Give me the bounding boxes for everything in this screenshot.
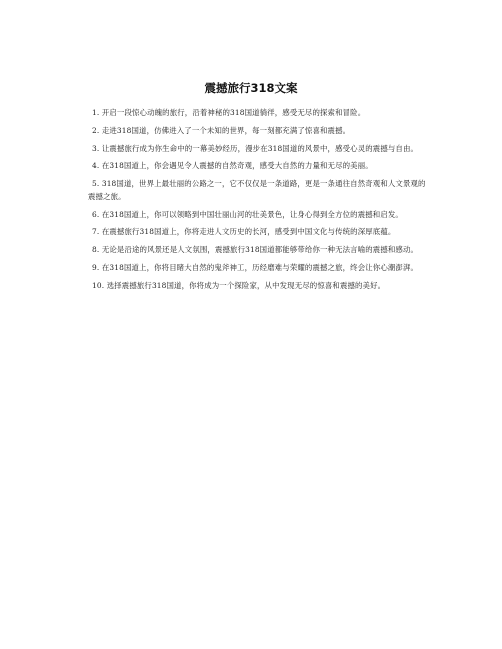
list-item: 10. 选择震撼旅行318国道，你将成为一个探险家，从中发现无尽的惊喜和震撼的美好。 — [92, 280, 386, 290]
list-item: 5. 318国道，世界上最壮丽的公路之一，它不仅仅是一条道路，更是一条通往自然奇观和人文景观的震撼之旅。 — [88, 179, 426, 201]
document-title: 震撼旅行318文案 — [204, 81, 298, 95]
list-item: 1. 开启一段惊心动魄的旅行，沿着神秘的318国道徜徉，感受无尽的探索和冒险。 — [92, 108, 366, 117]
list-item: 2. 走进318国道，仿佛进入了一个未知的世界，每一刻都充满了惊喜和震撼。 — [92, 125, 351, 135]
list-item: 4. 在318国道上，你会遇见令人震撼的自然奇观，感受大自然的力量和无尽的美丽。 — [92, 161, 373, 171]
numbered-paragraph-list — [88, 107, 430, 297]
list-item: 7. 在震撼旅行318国道上，你将走进人文历史的长河，感受到中国文化与传统的深厚底蕴。 — [92, 227, 396, 237]
list-item: 3. 让震撼旅行成为你生命中的一幕美妙经历，漫步在318国道的风景中，感受心灵的震撼与自由。 — [92, 143, 419, 153]
list-item: 9. 在318国道上，你将目睹大自然的鬼斧神工，历经磨难与荣耀的震撼之旅，终会让你心潮澎湃。 — [92, 262, 419, 272]
list-item: 8. 无论是沿途的风景还是人文氛围，震撼旅行318国道都能够带给你一种无法言喻的震撼和感动。 — [92, 245, 419, 255]
list-item: 6. 在318国道上，你可以领略到中国壮丽山河的壮美景色，让身心得到全方位的震撼和启发。 — [92, 209, 403, 219]
